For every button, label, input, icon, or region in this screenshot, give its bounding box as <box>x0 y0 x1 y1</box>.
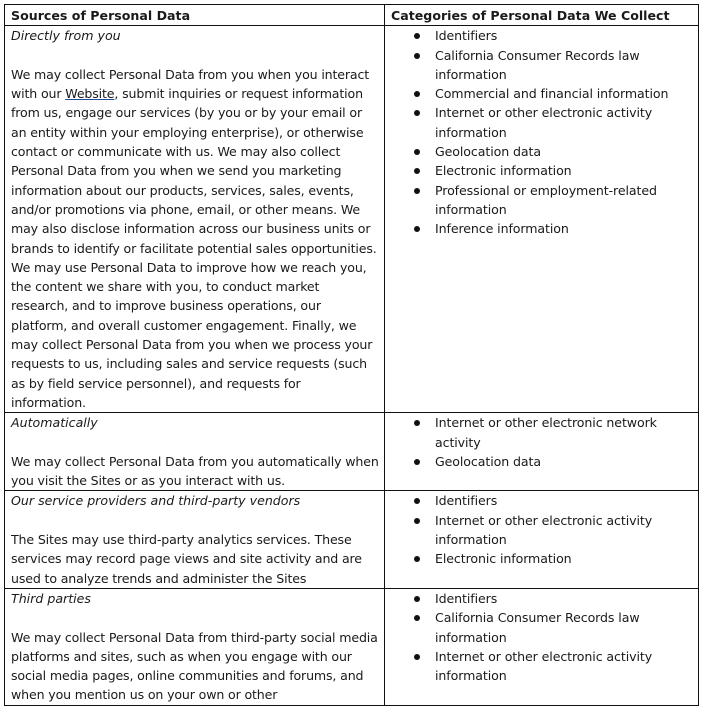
bullet-icon <box>414 226 420 232</box>
list-item <box>427 103 693 142</box>
bullet-icon <box>414 91 420 97</box>
source-title: Our service providers and third-party vendors <box>11 493 301 509</box>
list-item <box>427 161 693 180</box>
category-label: Internet or other electronic network activity <box>435 415 657 450</box>
categories-list <box>391 491 693 568</box>
category-label: Identifiers <box>435 28 498 44</box>
bullet-icon <box>414 149 420 155</box>
list-item <box>427 608 693 647</box>
list-item <box>427 46 693 85</box>
source-title: Automatically <box>11 415 98 431</box>
categories-cell <box>385 26 699 413</box>
category-label: Geolocation data <box>435 144 541 160</box>
spacer <box>11 46 379 65</box>
source-cell <box>5 413 385 491</box>
table-row <box>5 26 699 413</box>
source-description: The Sites may use third-party analytics services. These services may record page views and site activity and are used to analyze trends and administer the Sites <box>11 532 362 586</box>
table-header-row <box>5 5 699 26</box>
list-item <box>427 26 693 45</box>
list-item <box>427 549 693 568</box>
source-cell <box>5 491 385 588</box>
spacer <box>11 511 379 530</box>
desc-text: We may collect Personal Data from you when you interact with our <box>11 66 370 102</box>
header-sources: Sources of Personal Data <box>5 5 385 26</box>
category-label: California Consumer Records law information <box>435 610 640 645</box>
category-label: Identifiers <box>435 493 498 509</box>
bullet-icon <box>414 188 420 194</box>
category-label: Commercial and financial information <box>435 86 669 102</box>
source-description: We may collect Personal Data from third-party social media platforms and sites, such as when you engage with our social media pages, online communities and forums, and when you mention us on your own or other <box>11 629 378 703</box>
source-title: Directly from you <box>11 28 121 44</box>
list-item <box>427 219 693 238</box>
list-item <box>427 142 693 161</box>
bullet-icon <box>414 53 420 59</box>
table-row <box>5 491 699 588</box>
bullet-icon <box>414 556 420 562</box>
list-item <box>427 511 693 550</box>
table-row <box>5 413 699 491</box>
source-cell <box>5 26 385 413</box>
source-description: We may collect Personal Data from you automatically when you visit the Sites or as you interact with us. <box>11 453 379 489</box>
categories-cell <box>385 413 699 491</box>
list-item <box>427 491 693 510</box>
categories-cell <box>385 588 699 705</box>
category-label: Electronic information <box>435 551 572 567</box>
list-item <box>427 647 693 686</box>
source-description <box>11 65 379 412</box>
categories-list <box>391 413 693 471</box>
category-label: California Consumer Records law information <box>435 47 640 82</box>
list-item <box>427 413 693 452</box>
categories-list <box>391 589 693 685</box>
bullet-icon <box>414 459 420 465</box>
category-label: Internet or other electronic activity information <box>435 648 653 684</box>
list-item <box>427 589 693 608</box>
list-item <box>427 84 693 103</box>
bullet-icon <box>414 498 420 504</box>
desc-text: , submit inquiries or request information from us, engage our services (by you or by your email or an entity within your employing enterprise), or otherwise contact or communicate with us. We may also collect Personal Data from you when we send you marketing information about our products, services, sales, events, and/or promotions via phone, email, or other means. We may also disclose information across our business units or brands to identify or facilitate potential sales opportunities. We may use Personal Data to improve how we reach you, the content we share with you, to conduct market research, and to improve business operations, our platform, and overall customer engagement. Finally, we may collect Personal Data from you when we process your requests to us, including sales and service requests (such as by field service personnel), and requests for information. <box>11 86 377 410</box>
category-label: Inference information <box>435 221 569 237</box>
categories-cell <box>385 491 699 588</box>
bullet-icon <box>414 615 420 621</box>
category-label: Internet or other electronic activity information <box>435 105 653 140</box>
categories-list <box>391 26 693 238</box>
category-label: Professional or employment-related information <box>435 182 657 217</box>
bullet-icon <box>414 654 420 660</box>
bullet-icon <box>414 110 420 116</box>
source-cell <box>5 588 385 705</box>
category-label: Internet or other electronic activity information <box>435 512 653 548</box>
bullet-icon <box>414 518 420 524</box>
category-label: Electronic information <box>435 163 572 179</box>
bullet-icon <box>414 596 420 602</box>
bullet-icon <box>414 33 420 39</box>
list-item <box>427 452 693 471</box>
category-label: Geolocation data <box>435 453 541 469</box>
spacer <box>11 608 379 627</box>
list-item <box>427 181 693 220</box>
source-title: Third parties <box>11 590 91 606</box>
category-label: Identifiers <box>435 590 498 606</box>
spacer <box>11 433 379 452</box>
table-row <box>5 588 699 705</box>
personal-data-table <box>4 4 699 706</box>
website-link[interactable]: Website <box>65 86 115 102</box>
header-categories: Categories of Personal Data We Collect <box>385 5 699 26</box>
bullet-icon <box>414 168 420 174</box>
bullet-icon <box>414 420 420 426</box>
